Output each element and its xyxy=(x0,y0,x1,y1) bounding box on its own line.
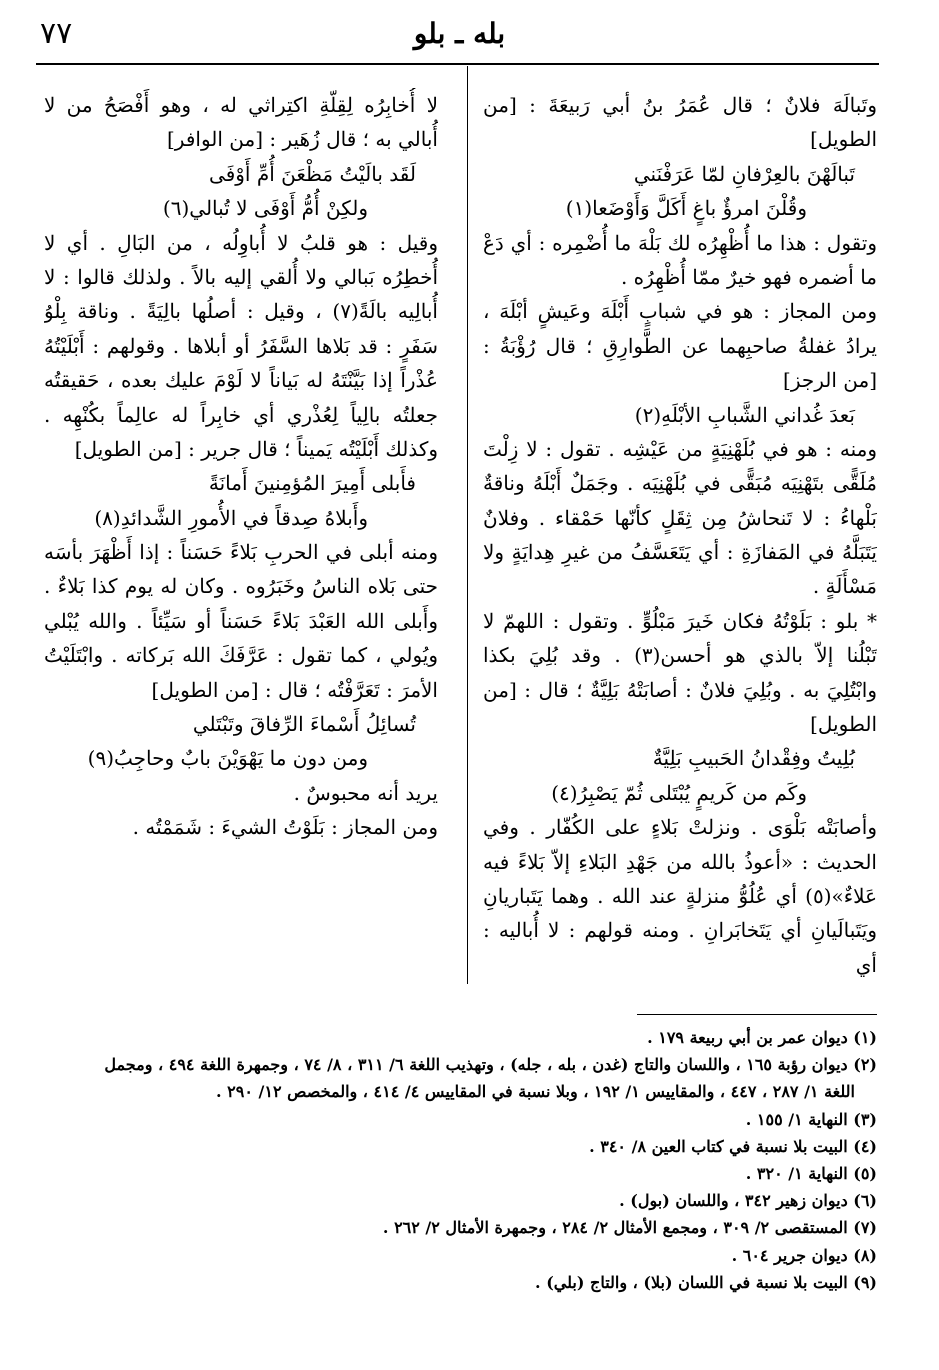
footnote: (٩) البيت بلا نسبة في اللسان (بلا) ، والتاج (بلي) . xyxy=(535,1272,877,1292)
column-divider xyxy=(467,66,468,984)
verse xyxy=(483,157,877,226)
verse-second-hemistich: وأَبلاهُ صِدقاً في الأُمورِ الشَّدائدِ(٨) xyxy=(94,505,368,530)
left-column xyxy=(44,88,438,988)
verse-first-hemistich: بَعدَ غُداني الشَّبابِ الأبْلَهِ(٢) xyxy=(634,402,855,427)
footnote: (٧) المستقصى ٢/ ٣٠٩ ، ومجمع الأمثال ٢/ ٢٨٤ ، وجمهرة الأمثال ٢/ ٢٦٢ . xyxy=(382,1218,877,1238)
paragraph: ومنه : هو في بُلَهْنِيَةٍ من عَيْشِه . تقول : لا زِلْتَ مُلَقًّى بتَهْنِيَه مُبَقًّى في بُلَهْنِيَه . وجَمَلٌ أَبْلَهُ وناقةٌ بَلْهاءُ : لا تَنحاشُ مِن ثِقَلٍ كأنّها حَمْقاء . وفلانٌ يَتَبَلَّهُ في المَفازَةِ : أي يَتَعَسَّفُ من غيرِ هِدايَةٍ ولا مَسْأَلَةٍ . xyxy=(483,436,877,599)
footnote: (٤) البيت بلا نسبة في كتاب العين ٨/ ٣٤٠ . xyxy=(589,1136,877,1156)
footnote: (٢) ديوان رؤبة ١٦٥ ، واللسان والتاج (غدن ، بله ، جله) ، وتهذيب اللغة ٦/ ٣١١ ، ٨/ ٧٤ ، وجمهرة اللغة ٤٩٤ ، ومجمل xyxy=(104,1055,877,1075)
paragraph: يريد أنه محبوسٌ . xyxy=(293,780,438,805)
verse-first-hemistich: لَقَد بالَيْتُ مَظْعَنَ أُمِّ أَوْفَى xyxy=(209,161,416,186)
footnote-continuation: اللغة ١/ ٢٨٧ ، ٤٤٧ ، والمقاييس ١/ ١٩٢ ، وبلا نسبة في المقاييس ٤/ ٤١٤ ، والمخصص ١٢/ ٢٩٠ . xyxy=(216,1082,855,1102)
verse xyxy=(44,466,438,535)
paragraph: وقيل : هو قلبُ لا أُباوِلُه ، من البَالِ . أي لا أُخطِرُه بَبالي ولا أُلقي إليه بالاً . ولذلك قالوا : لا أُبالِيه بالَةً(٧) ، وقيل : أصلُها بالِيَةً . وناقة بِلْوُ سَفَرٍ : قد بَلاها السَّفَرُ أو أبلاها . وقولهم : أَبْلَيْتُهُ عُذْراً إذا بَيَّنْتَهُ له بَياناً لا لَوْمَ عليك بعده ، حَقيقتُه جعلتُه بالِياً لِعُذْري أي خابِراً له عالِماً بكُنْهِه . وكذلك أَبْلَيْتُه يَميناً ؛ قال جرير : [من الطويل] xyxy=(44,230,438,461)
verse-first-hemistich: تَبالَهْنَ بالعِرْفانِ لمّا عَرَفْنَني xyxy=(633,161,855,186)
footnotes xyxy=(44,1024,877,1344)
right-column xyxy=(483,88,877,988)
page-header xyxy=(40,14,879,58)
verse xyxy=(483,741,877,810)
footnote-rule xyxy=(637,1014,877,1015)
paragraph: لا أُخابِرُه لِقِلّةِ اكتِراثي له ، وهو أَفْصَحُ من لا أُبالي به ؛ قال زُهَير : [من الوافر] xyxy=(44,93,438,152)
footnote: (٨) ديوان جرير ٦٠٤ . xyxy=(731,1245,877,1265)
paragraph: ومن المجاز : بَلَوْتُ الشيءَ : شَمَمْتُه . xyxy=(132,815,438,840)
header-rule xyxy=(36,63,879,65)
paragraph: ومن المجاز : هو في شبابٍ أَبْلَهَ وعَيشٍ أبْلَهَ ، يرادُ غفلةُ صاحبِهما عن الطَّوارِقِ ؛ قال رُؤْبَةُ : [من الرجز] xyxy=(483,299,877,393)
running-head: بله ـ بلو xyxy=(413,17,506,50)
footnote: (١) ديوان عمر بن أبي ربيعة ١٧٩ . xyxy=(647,1028,877,1047)
footnote: (٦) ديوان زهير ٣٤٢ ، واللسان (بول) . xyxy=(619,1191,877,1211)
verse-first-hemistich: فأَبلى أَمِيرَ المُؤمِنينَ أَمانَةً xyxy=(208,471,416,496)
footnote: (٣) النهاية ١/ ١٥٥ . xyxy=(745,1109,877,1129)
verse-first-hemistich: بُلِيتُ وفِقْدانُ الحَبيبِ بَلِيَّةٌ xyxy=(652,746,855,771)
verse-second-hemistich: ومن دون ما يَهْوَيْنَ بابٌ وحاجِبُ(٩) xyxy=(87,746,368,771)
verse xyxy=(44,157,438,226)
paragraph: ومنه أبلى في الحربِ بَلاءً حَسَناً : إذا أَظْهَرَ بأسَه حتى بَلاه الناسُ وخَبَرُوه . وكان له يوم كذا بَلاءٌ . وأَبلى الله العَبْدَ بَلاءً حَسَناً أو سَيِّئاً . والله يُبْلي ويُولي ، كما تقول : عَرَّفَكَ الله بَركاته . وابْتَلَيْتُ الأمرَ : تَعَرَّفْتُه ؛ قال : [من الطويل] xyxy=(44,540,438,702)
verse-second-hemistich: وكَم من كَريمٍ يُبْتَلى ثُمّ يَصْبِرُ(٤) xyxy=(551,780,807,805)
paragraph: وأصابَتْه بَلْوَى . ونزلتْ بَلاءٍ على الكُفّار . وفي الحديث : «أعوذُ بالله من جَهْدِ البَلاءِ إلاّ بَلاءً فيه عَلاءٌ»(٥) أي عُلُوُّ منزلةٍ عند الله . وهما يَتَباريانِ ويَتَبالَيانِ أي يَتَخابَرانِ . ومنه قولهم : لا أُباليه : أي xyxy=(483,815,877,977)
paragraph: * بلو : بَلَوْتُهُ فكان خَيرَ مَبْلُوٍّ . وتقول : اللهمّ لا تَبْلُنا إلاّ بالذي هو أحسن(٣) . وقد بُلِيَ بكذا وابْتُلِيَ به . وبُلِيَ فلانٌ : أصابَتْهُ بَلِيَّةٌ ؛ قال : [من الطويل] xyxy=(483,608,877,737)
paragraph: وتَبالَهَ فلانٌ ؛ قال عُمَرُ بنُ أبي رَبيعَةَ : [من الطويل] xyxy=(483,93,877,152)
verse xyxy=(44,707,438,776)
verse xyxy=(483,398,877,432)
verse-second-hemistich: وقُلْنَ امرؤٌ باغٍ أَكَلَّ وَأَوْضَعا(١) xyxy=(565,196,807,221)
page-number: ٧٧ xyxy=(40,16,73,51)
footnote: (٥) النهاية ١/ ٣٢٠ . xyxy=(745,1163,877,1183)
paragraph: وتقول : هذا ما أُظْهِرُه لك بَلْهَ ما أُضْمِره : أي دَعْ ما أضمره فهو خيرٌ ممّا أُظْهِرُه . xyxy=(483,230,877,289)
verse-first-hemistich: تُسائِلُ أَسْماءَ الرِّفاقَ وتَبْتَلي xyxy=(192,712,416,737)
verse-second-hemistich: ولكِنْ أُمُّ أَوْفَى لا تُبالي(٦) xyxy=(162,196,368,221)
